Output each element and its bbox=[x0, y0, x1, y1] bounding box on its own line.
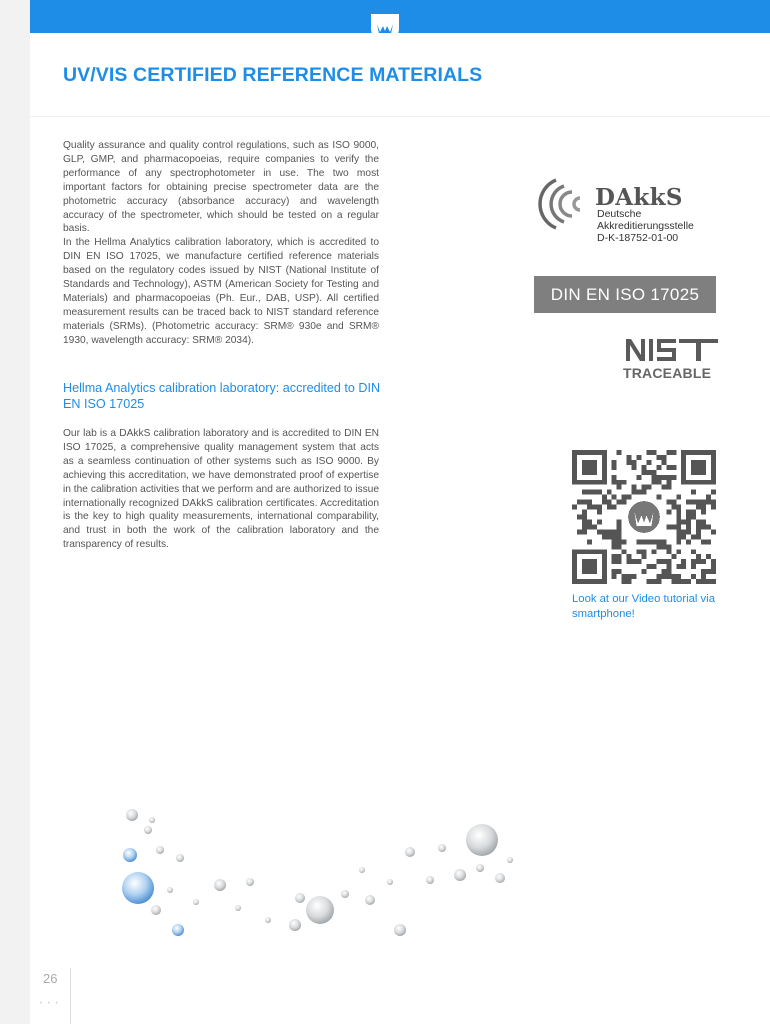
water-droplet bbox=[438, 844, 446, 852]
water-droplet bbox=[144, 826, 152, 834]
water-droplet bbox=[454, 869, 466, 881]
nist-wordmark bbox=[624, 337, 720, 363]
water-droplet bbox=[476, 864, 484, 872]
water-droplet bbox=[246, 878, 254, 886]
intro-paragraph: Quality assurance and quality control regulations, such as ISO 9000, GLP, GMP, and pharmacopoeias, require companies to verify the performance of any spectrophotometer in use. The two most important factors for obtaining precise spectrometer data are the photometric accuracy (absorbance accuracy) and wavelength accuracy of the spectrometer, which should be tested on a regular basis. bbox=[63, 140, 379, 235]
water-droplet bbox=[151, 905, 161, 915]
water-droplet bbox=[122, 872, 154, 904]
water-droplet bbox=[387, 879, 393, 885]
dakks-arcs-icon bbox=[536, 174, 592, 234]
qr-code[interactable] bbox=[572, 450, 716, 584]
water-droplet bbox=[507, 857, 513, 863]
footer-divider bbox=[70, 968, 71, 1024]
water-droplet bbox=[172, 924, 184, 936]
nist-traceable-label: TRACEABLE bbox=[623, 365, 712, 381]
dakks-name: DAkkS bbox=[595, 184, 683, 211]
water-droplet bbox=[405, 847, 415, 857]
lab-section-heading: Hellma Analytics calibration laboratory: accredited to DIN EN ISO 17025 bbox=[63, 381, 381, 411]
water-droplet bbox=[306, 896, 334, 924]
lab-section-text bbox=[63, 427, 379, 552]
water-droplet bbox=[289, 919, 301, 931]
water-droplet bbox=[193, 899, 199, 905]
dakks-line-1: Deutsche bbox=[597, 208, 642, 220]
water-droplets-image bbox=[100, 790, 540, 950]
dakks-logo bbox=[536, 174, 726, 248]
intro-paragraph: In the Hellma Analytics calibration laboratory, which is accredited to DIN EN ISO 17025, we manufacture certified reference materials based on the regulatory codes issued by NIST (National Institute of Standards and Technology), ASTM (American Society for Testing and Materials) and pharmacopoeias (Ph. Eur., DAB, USP). All certified measurement results can be traced back to NIST standard reference materials (SRMs). (Photometric accuracy: SRM® 930e and SRM® 1930, wavelength accuracy: SRM® 2034). bbox=[63, 237, 379, 346]
iso-17025-badge: DIN EN ISO 17025 bbox=[534, 276, 716, 313]
page-title: UV/VIS CERTIFIED REFERENCE MATERIALS bbox=[63, 64, 483, 86]
water-droplet bbox=[149, 817, 155, 823]
water-droplet bbox=[265, 917, 271, 923]
water-droplet bbox=[123, 848, 137, 862]
water-droplet bbox=[176, 854, 184, 862]
water-droplet bbox=[295, 893, 305, 903]
lab-paragraph: Our lab is a DAkkS calibration laboratory and is accredited to DIN EN ISO 17025, a comprehensive quality management system that acts as a seamless continuation of other systems such as ISO 9000. By achieving this accreditation, we have demonstrated proof of expertise in the calibration activities that we perform and are authorized to issue internationally recognized DAkkS calibration certificates. Accreditation is the key to high quality measurements, international comparability, and trust in both the work of the calibration laboratory and the transparency of results. bbox=[63, 428, 379, 551]
water-droplet bbox=[466, 824, 498, 856]
water-droplet bbox=[214, 879, 226, 891]
water-droplet bbox=[235, 905, 241, 911]
footer-dots: • • • bbox=[40, 1001, 60, 1007]
water-droplet bbox=[365, 895, 375, 905]
qr-caption: Look at our Video tutorial via smartphone! bbox=[572, 593, 715, 620]
dakks-line-2: Akkreditierungsstelle bbox=[597, 220, 694, 232]
water-droplet bbox=[359, 867, 365, 873]
water-droplet bbox=[341, 890, 349, 898]
nist-traceable-logo bbox=[622, 337, 718, 383]
dakks-accreditation-number: D-K-18752-01-00 bbox=[597, 232, 679, 244]
page-number: 26 bbox=[43, 971, 58, 986]
water-droplet bbox=[394, 924, 406, 936]
water-droplet bbox=[156, 846, 164, 854]
water-droplet bbox=[126, 809, 138, 821]
intro-text bbox=[63, 139, 379, 348]
water-droplet bbox=[167, 887, 173, 893]
water-droplet bbox=[426, 876, 434, 884]
water-droplet bbox=[495, 873, 505, 883]
